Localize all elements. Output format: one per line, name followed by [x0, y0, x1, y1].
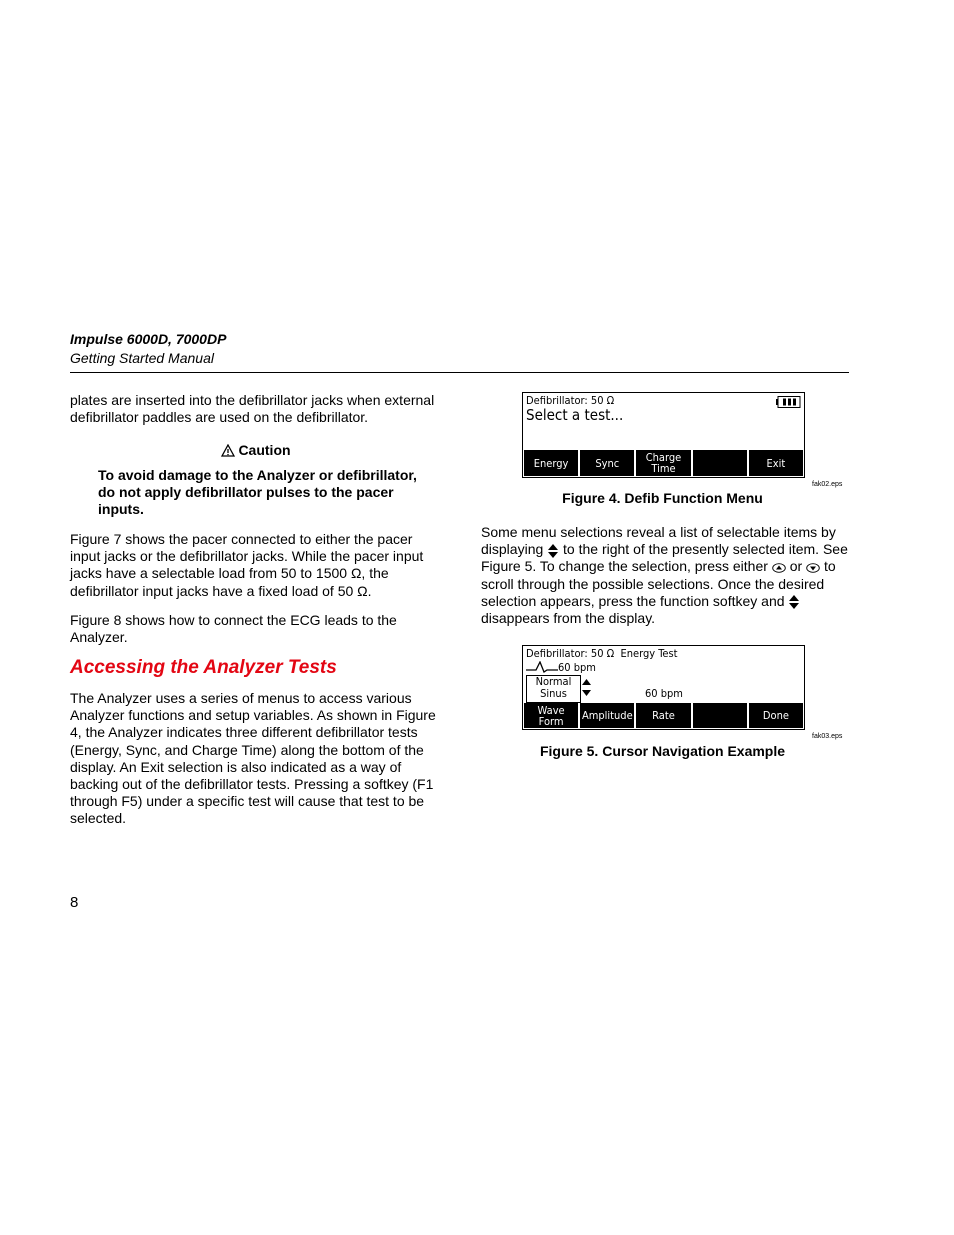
doc-title: Impulse 6000D, 7000DP [70, 331, 227, 347]
figure5-caption: Figure 5. Cursor Navigation Example [539, 743, 786, 759]
section-title: Accessing the Analyzer Tests [70, 657, 337, 678]
figure5-display [522, 645, 805, 730]
battery-icon [776, 396, 801, 408]
figure4-eps-label: fak02.eps [812, 481, 843, 488]
up-down-arrows-icon [581, 678, 592, 698]
softkey-rate[interactable]: Rate [636, 703, 692, 728]
selectable-text-e: disappears from the display. [481, 610, 656, 627]
softkey-amplitude[interactable]: Amplitude [580, 703, 636, 728]
selectable-text-b: to the right of the presently selected item. See Figure 5. To change the selection, press either [481, 541, 848, 575]
softkey-wave-form[interactable] [524, 703, 580, 728]
figure4-caption: Figure 4. Defib Function Menu [562, 490, 763, 506]
softkey-energy[interactable]: Energy [524, 450, 580, 476]
figure4-status-line: Defibrillator: 50 Ω [526, 394, 615, 407]
up-down-arrows-icon [788, 595, 800, 609]
paragraph-ecg: Figure 8 shows how to connect the ECG leads to the Analyzer. [70, 612, 397, 646]
up-down-arrows-icon [547, 544, 559, 558]
softkey-charge-time[interactable] [636, 450, 692, 476]
ecg-wave-icon [526, 661, 558, 673]
softkey-sync[interactable]: Sync [580, 450, 636, 476]
figure5-selected-item[interactable] [526, 675, 581, 703]
paragraph-pacer: Figure 7 shows the pacer connected to either the pacer input jacks or the defibrillator jacks. While the pacer input jacks have a selectable load from 50 to 1500 Ω, the defibrillator input jacks have a fixed load of 50 Ω. [70, 531, 424, 599]
figure5-eps-label: fak03.eps [812, 733, 843, 740]
caution-label: Caution [238, 442, 291, 458]
figure4-softkey-bar [524, 450, 803, 476]
figure4-prompt: Select a test... [526, 406, 624, 424]
down-key-icon [806, 563, 820, 573]
softkey-exit[interactable]: Exit [766, 456, 786, 470]
selected-item-line2: Sinus [540, 687, 567, 700]
figure4-display [522, 392, 805, 478]
figure5-bpm: 60 bpm [558, 661, 596, 674]
doc-subtitle: Getting Started Manual [70, 350, 214, 366]
figure5-status-line: Defibrillator: 50 Ω Energy Test [526, 647, 678, 660]
selectable-text-d: to scroll through the possible selections. Once the desired selection appears, press the function softkey and [481, 558, 836, 609]
paragraph-plates: plates are inserted into the defibrillator jacks when external defibrillator paddles are used on the defibrillator. [70, 392, 435, 426]
paragraph-menus: The Analyzer uses a series of menus to access various Analyzer functions and setup variables. As shown in Figure 4, the Analyzer indicates three different defibrillator tests (Energy, Sync, and Charge Time) along the bottom of the display. An Exit selection is also indicated as a way of backing out of the defibrillator tests. Pressing a softkey (F1 through F5) under a specific test will cause that test to be selected. [70, 690, 436, 827]
selectable-text-a: Some menu selections reveal a list of selectable items by displaying [481, 524, 836, 558]
softkey-blank[interactable] [693, 450, 749, 476]
selectable-text-c: or [789, 558, 803, 575]
header-rule [70, 372, 849, 373]
selected-item-line1: Normal [535, 675, 572, 688]
figure5-rate-value: 60 bpm [645, 687, 683, 700]
warning-triangle-icon [221, 444, 235, 457]
caution-text: To avoid damage to the Analyzer or defibrillator, do not apply defibrillator pulses to the pacer inputs. [98, 467, 417, 517]
figure5-softkey-bar [524, 703, 803, 728]
softkey-blank[interactable] [693, 703, 749, 728]
page-number: 8 [70, 894, 79, 911]
softkey-done[interactable]: Done [762, 709, 789, 722]
paragraph-selectable-items [481, 524, 851, 627]
softkey-wave-form-label: Wave Form [537, 703, 565, 728]
caution-heading [70, 442, 442, 458]
softkey-charge-time-label: Charge Time [645, 451, 682, 475]
up-key-icon [772, 563, 786, 573]
